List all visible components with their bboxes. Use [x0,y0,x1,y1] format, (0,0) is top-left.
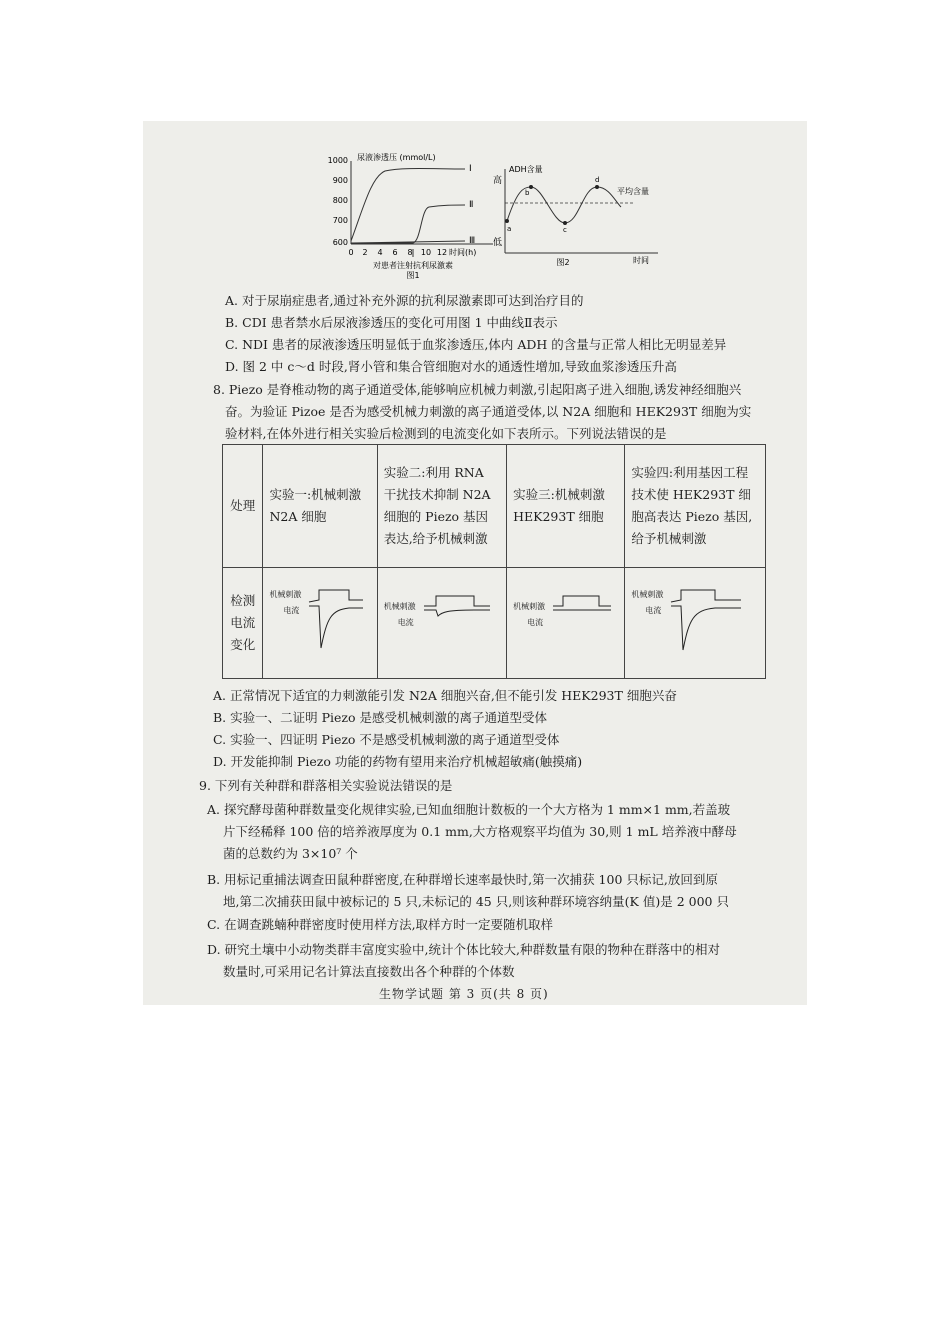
fig1-ytick: 700 [332,216,348,225]
table-chart-exp1 [263,568,377,679]
stim-label: 机械刺激 [631,590,664,599]
q7-option-d: D. 图 2 中 c～d 时段,肾小管和集合管细胞对水的通透性增加,导致血浆渗透压升高 [225,359,677,374]
q7-option-b: B. CDI 患者禁水后尿液渗透压的变化可用图 1 中曲线Ⅱ表示 [225,315,558,330]
fig1-xtick: 4 [377,248,383,257]
current-label: 电流 [645,606,662,615]
table-row-label: 检测电流变化 [223,568,263,679]
fig1-arrow-label: 对患者注射抗利尿激素 [373,261,453,270]
table-row-current [223,568,766,679]
fig1-ylabel: 尿液渗透压 (mmol/L) [357,153,436,162]
fig2-point-label-b: b [525,189,530,197]
q8-option-c: C. 实验一、四证明 Piezo 不是感受机械刺激的离子通道型受体 [213,732,560,747]
table-chart-exp3 [507,568,625,679]
table-chart-exp2 [377,568,506,679]
fig1-xtick: 10 [420,248,432,257]
stim-label: 机械刺激 [269,590,302,599]
q8-option-d: D. 开发能抑制 Piezo 功能的药物有望用来治疗机械超敏痛(触摸痛) [213,754,583,769]
fig1-yticks [328,156,348,247]
table-cell-exp3: 实验三:机械刺激 HEK293T 细胞 [507,445,625,568]
fig1-curve-1 [351,169,465,242]
experiment-table [222,444,766,679]
fig2-point-b [529,185,533,189]
current-label: 电流 [527,618,544,627]
q9-option-a-line-3: 菌的总数约为 3×10⁷ 个 [223,846,358,861]
fig1-xlabel: 时间(h) [449,248,477,257]
current-label: 电流 [397,618,414,627]
q9-stem: 9. 下列有关种群和群落相关实验说法错误的是 [199,778,453,793]
table-row-label: 处理 [223,445,263,568]
fig1-xtick: 12 [436,248,448,257]
current-label: 电流 [283,606,300,615]
fig1-ytick: 900 [332,176,348,185]
fig1-xtick: 2 [362,248,368,257]
fig1-curve-label-1: Ⅰ [469,164,472,174]
fig2-point-d [595,185,599,189]
q8-option-b: B. 实验一、二证明 Piezo 是感受机械刺激的离子通道型受体 [213,710,547,725]
exam-page [143,121,807,1005]
current-trace-exp3 [513,578,613,668]
fig1-ytick: 600 [332,238,348,247]
q9-option-a-line-2: 片下经稀释 100 倍的培养液厚度为 0.1 mm,大方格观察平均值为 30,则 1 mL 培养液中酵母 [223,824,737,839]
table-cell-exp2: 实验二:利用 RNA 干扰技术抑制 N2A 细胞的 Piezo 基因表达,给予机械刺激 [377,445,506,568]
fig1-curve-2 [351,205,465,243]
current-trace-exp4 [631,578,751,668]
table-chart-exp4 [625,568,766,679]
fig2-point-label-c: c [563,226,567,234]
q9-option-c: C. 在调查跳蝻种群密度时使用样方法,取样方时一定要随机取样 [207,917,554,932]
q7-option-a: A. 对于尿崩症患者,通过补充外源的抗利尿激素即可达到治疗目的 [225,293,584,308]
fig1-ytick: 1000 [327,156,348,165]
q9-option-b-line-2: 地,第二次捕获田鼠中被标记的 5 只,未标记的 45 只,则该种群环境容纳量(K 值)是 2 000 只 [223,894,729,909]
fig2-ylabel: ADH含量 [509,165,543,174]
page-footer: 生物学试题 第 3 页(共 8 页) [379,987,549,1001]
fig2-point-c [563,221,567,225]
fig1-ytick: 800 [332,196,348,205]
table-cell-exp1: 实验一:机械刺激 N2A 细胞 [263,445,377,568]
fig2-point-a [505,219,509,223]
fig1-xtick: 0 [348,248,354,257]
q9-option-a-line-1: A. 探究酵母菌种群数量变化规律实验,已知血细胞计数板的一个大方格为 1 mm×1 mm,若盖玻 [207,802,731,817]
fig2-caption: 图2 [556,258,570,267]
figure-2-chart [493,161,673,271]
fig1-xtick: 6 [392,248,398,257]
table-cell-exp4: 实验四:利用基因工程技术使 HEK293T 细胞高表达 Piezo 基因,给予机械刺激 [625,445,766,568]
current-trace-exp1 [269,578,369,668]
fig1-xticks [348,248,447,257]
stim-label: 机械刺激 [383,602,416,611]
fig2-average-label: 平均含量 [617,187,649,196]
q9-option-d-line-2: 数量时,可采用记名计算法直接数出各个种群的个体数 [223,964,515,979]
q7-option-c: C. NDI 患者的尿液渗透压明显低于血浆渗透压,体内 ADH 的含量与正常人相比无明显差异 [225,337,727,352]
q8-option-a: A. 正常情况下适宜的力刺激能引发 N2A 细胞兴奋,但不能引发 HEK293T 细胞兴奋 [213,688,677,703]
q9-option-b-line-1: B. 用标记重捕法调查田鼠种群密度,在种群增长速率最快时,第一次捕获 100 只标记,放回到原 [207,872,718,887]
q9-option-d-line-1: D. 研究土壤中小动物类群丰富度实验中,统计个体比较大,种群数量有限的物种在群落中的相对 [207,942,720,957]
fig1-caption: 图1 [406,271,420,280]
fig1-xtick: 8 [407,248,413,257]
q8-stem-line-2: 奋。为验证 Pizoe 是否为感受机械力刺激的离子通道受体,以 N2A 细胞和 HEK293T 细胞为实 [225,404,752,419]
fig2-y-low: 低 [493,238,503,248]
fig1-curve-label-2: Ⅱ [469,200,474,210]
figure-1-chart [327,149,513,280]
q8-stem-line-3: 验材料,在体外进行相关实验后检测到的电流变化如下表所示。下列说法错误的是 [225,426,667,441]
fig1-curve-label-3: Ⅲ [469,236,476,246]
q8-stem-line-1: 8. Piezo 是脊椎动物的离子通道受体,能够响应机械力刺激,引起阳离子进入细胞,诱发神经细胞兴 [213,382,742,397]
table-row-treatment [223,445,766,568]
current-trace-exp2 [384,578,494,668]
fig2-xlabel: 时间 [633,256,649,265]
fig2-point-label-a: a [507,225,512,233]
fig2-point-label-d: d [595,176,600,184]
fig2-y-high: 高 [493,176,503,186]
stim-label: 机械刺激 [513,602,546,611]
